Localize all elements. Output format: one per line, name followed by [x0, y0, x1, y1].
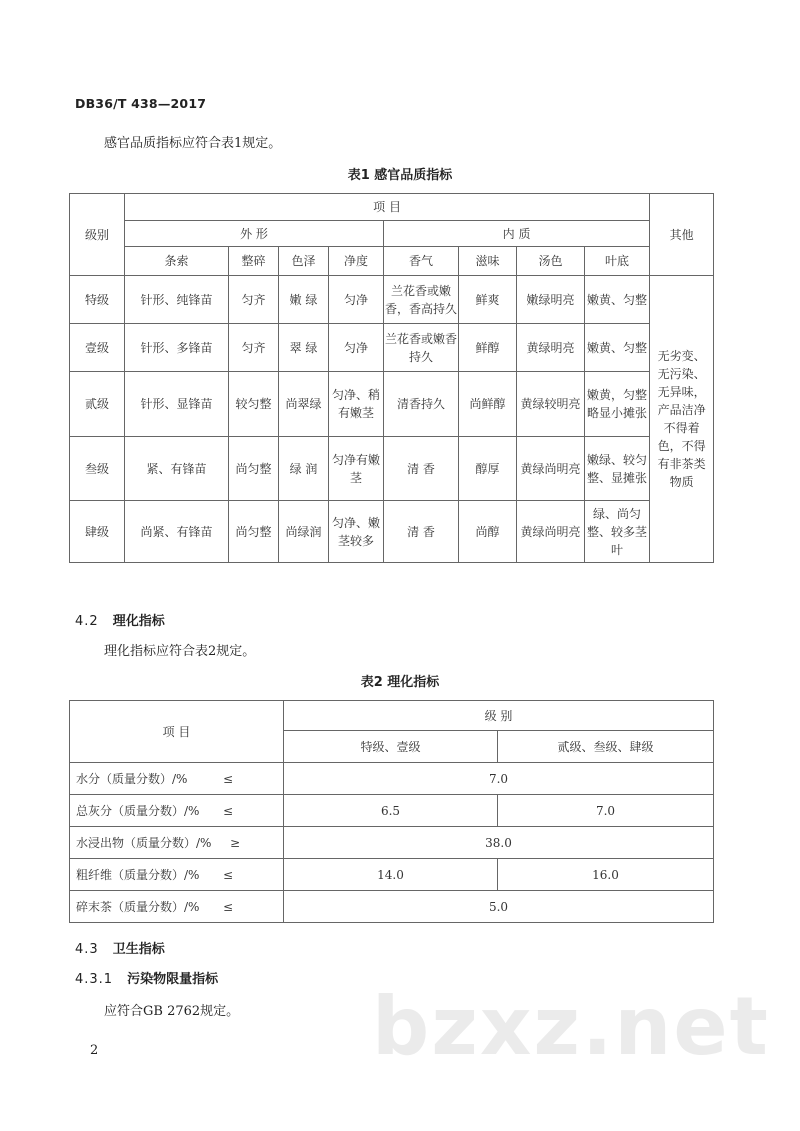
table-cell: 尚匀整 — [229, 437, 279, 501]
row-name: 水分（质量分数）/% — [76, 771, 188, 786]
grade-cell: 贰级 — [70, 372, 125, 437]
physicochemical-table — [69, 700, 714, 923]
standard-number: DB36/T 438—2017 — [75, 96, 207, 111]
table2-caption: 表2 理化指标 — [360, 675, 440, 690]
table-cell: 16.0 — [498, 859, 714, 891]
row-label — [70, 827, 284, 859]
header-grade: 级别 — [70, 194, 125, 276]
header-item: 项 目 — [70, 701, 284, 763]
header-item: 项 目 — [125, 194, 650, 221]
row-operator: ≤ — [223, 867, 234, 882]
intro-paragraph-1: 感官品质指标应符合表1规定。 — [104, 136, 282, 151]
table-cell: 嫩绿、较匀整、显摊张 — [585, 437, 650, 501]
section-4-3-1-text: 应符合GB 2762规定。 — [104, 1004, 240, 1019]
table-cell: 黄绿尚明亮 — [517, 437, 585, 501]
table-cell: 针形、纯锋苗 — [125, 276, 229, 324]
header-appearance: 外 形 — [125, 221, 384, 247]
row-label — [70, 859, 284, 891]
table-cell: 尚翠绿 — [279, 372, 329, 437]
subheader-shape: 条索 — [125, 247, 229, 276]
table-cell: 匀净有嫩茎 — [329, 437, 384, 501]
table-cell: 嫩绿明亮 — [517, 276, 585, 324]
table-cell: 清 香 — [384, 437, 459, 501]
grade-cell: 特级 — [70, 276, 125, 324]
table-cell: 嫩 绿 — [279, 276, 329, 324]
row-name: 碎末茶（质量分数）/% — [76, 899, 200, 914]
table-cell: 醇厚 — [459, 437, 517, 501]
table-cell: 嫩黄，匀整略显小摊张 — [585, 372, 650, 437]
table-cell: 绿、尚匀整、较多茎叶 — [585, 501, 650, 563]
table-cell: 尚匀整 — [229, 501, 279, 563]
table-cell: 兰花香或嫩香持久 — [384, 324, 459, 372]
row-label — [70, 891, 284, 923]
table1-caption: 表1 感官品质指标 — [347, 168, 453, 183]
grade-cell: 壹级 — [70, 324, 125, 372]
header-grade-group-1: 特级、壹级 — [284, 731, 498, 763]
table-cell: 尚绿润 — [279, 501, 329, 563]
table-cell: 鲜醇 — [459, 324, 517, 372]
table-cell: 38.0 — [284, 827, 714, 859]
section-number: 4.3.1 — [75, 972, 114, 987]
table-cell: 鲜爽 — [459, 276, 517, 324]
watermark: bzxz.net — [372, 980, 770, 1073]
grade-cell: 叁级 — [70, 437, 125, 501]
subheader-liquor-color: 汤色 — [517, 247, 585, 276]
table-cell: 尚醇 — [459, 501, 517, 563]
page-number: 2 — [90, 1043, 99, 1058]
section-title: 污染物限量指标 — [127, 972, 219, 987]
sensory-quality-table — [69, 193, 714, 563]
row-operator: ≤ — [223, 803, 234, 818]
row-label — [70, 763, 284, 795]
table-cell: 匀净、嫩茎较多 — [329, 501, 384, 563]
intro-paragraph-2: 理化指标应符合表2规定。 — [104, 644, 256, 659]
row-operator: ≤ — [223, 899, 234, 914]
table-cell: 匀净 — [329, 324, 384, 372]
section-4-2-heading — [75, 610, 165, 629]
table-cell: 尚鲜醇 — [459, 372, 517, 437]
table-cell: 匀齐 — [229, 324, 279, 372]
table-cell: 6.5 — [284, 795, 498, 827]
row-operator: ≥ — [230, 835, 241, 850]
table-cell: 匀净 — [329, 276, 384, 324]
table-cell: 黄绿明亮 — [517, 324, 585, 372]
section-number: 4.3 — [75, 942, 99, 957]
table-cell: 针形、显锋苗 — [125, 372, 229, 437]
row-name: 粗纤维（质量分数）/% — [76, 867, 200, 882]
subheader-taste: 滋味 — [459, 247, 517, 276]
header-grade: 级 别 — [284, 701, 714, 731]
table-cell: 较匀整 — [229, 372, 279, 437]
table-cell: 紧、有锋苗 — [125, 437, 229, 501]
section-4-3-1-heading — [75, 968, 218, 987]
table-cell: 匀齐 — [229, 276, 279, 324]
table-cell: 清香持久 — [384, 372, 459, 437]
section-4-3-heading — [75, 938, 165, 957]
row-label — [70, 795, 284, 827]
subheader-integrity: 整碎 — [229, 247, 279, 276]
table-cell: 5.0 — [284, 891, 714, 923]
table-cell: 匀净、稍有嫩茎 — [329, 372, 384, 437]
table-cell: 绿 润 — [279, 437, 329, 501]
header-other: 其他 — [650, 194, 714, 276]
section-number: 4.2 — [75, 614, 99, 629]
table-cell: 7.0 — [284, 763, 714, 795]
grade-cell: 肆级 — [70, 501, 125, 563]
section-title: 卫生指标 — [112, 942, 165, 957]
table-cell: 清 香 — [384, 501, 459, 563]
table-cell: 尚紧、有锋苗 — [125, 501, 229, 563]
other-requirements-cell: 无劣变、无污染、无异味，产品洁净不得着色，不得有非茶类物质 — [650, 276, 714, 563]
subheader-aroma: 香气 — [384, 247, 459, 276]
table-cell: 14.0 — [284, 859, 498, 891]
table-cell: 嫩黄、匀整 — [585, 276, 650, 324]
header-inner-quality: 内 质 — [384, 221, 650, 247]
subheader-infused-leaf: 叶底 — [585, 247, 650, 276]
subheader-color: 色泽 — [279, 247, 329, 276]
table-cell: 针形、多锋苗 — [125, 324, 229, 372]
subheader-cleanliness: 净度 — [329, 247, 384, 276]
table-cell: 7.0 — [498, 795, 714, 827]
table-cell: 嫩黄、匀整 — [585, 324, 650, 372]
table-cell: 黄绿较明亮 — [517, 372, 585, 437]
row-name: 水浸出物（质量分数）/% — [76, 835, 212, 850]
section-title: 理化指标 — [112, 614, 165, 629]
table-cell: 翠 绿 — [279, 324, 329, 372]
row-operator: ≤ — [223, 771, 234, 786]
header-grade-group-2: 贰级、叁级、肆级 — [498, 731, 714, 763]
row-name: 总灰分（质量分数）/% — [76, 803, 200, 818]
table-cell: 黄绿尚明亮 — [517, 501, 585, 563]
table-cell: 兰花香或嫩香，香高持久 — [384, 276, 459, 324]
